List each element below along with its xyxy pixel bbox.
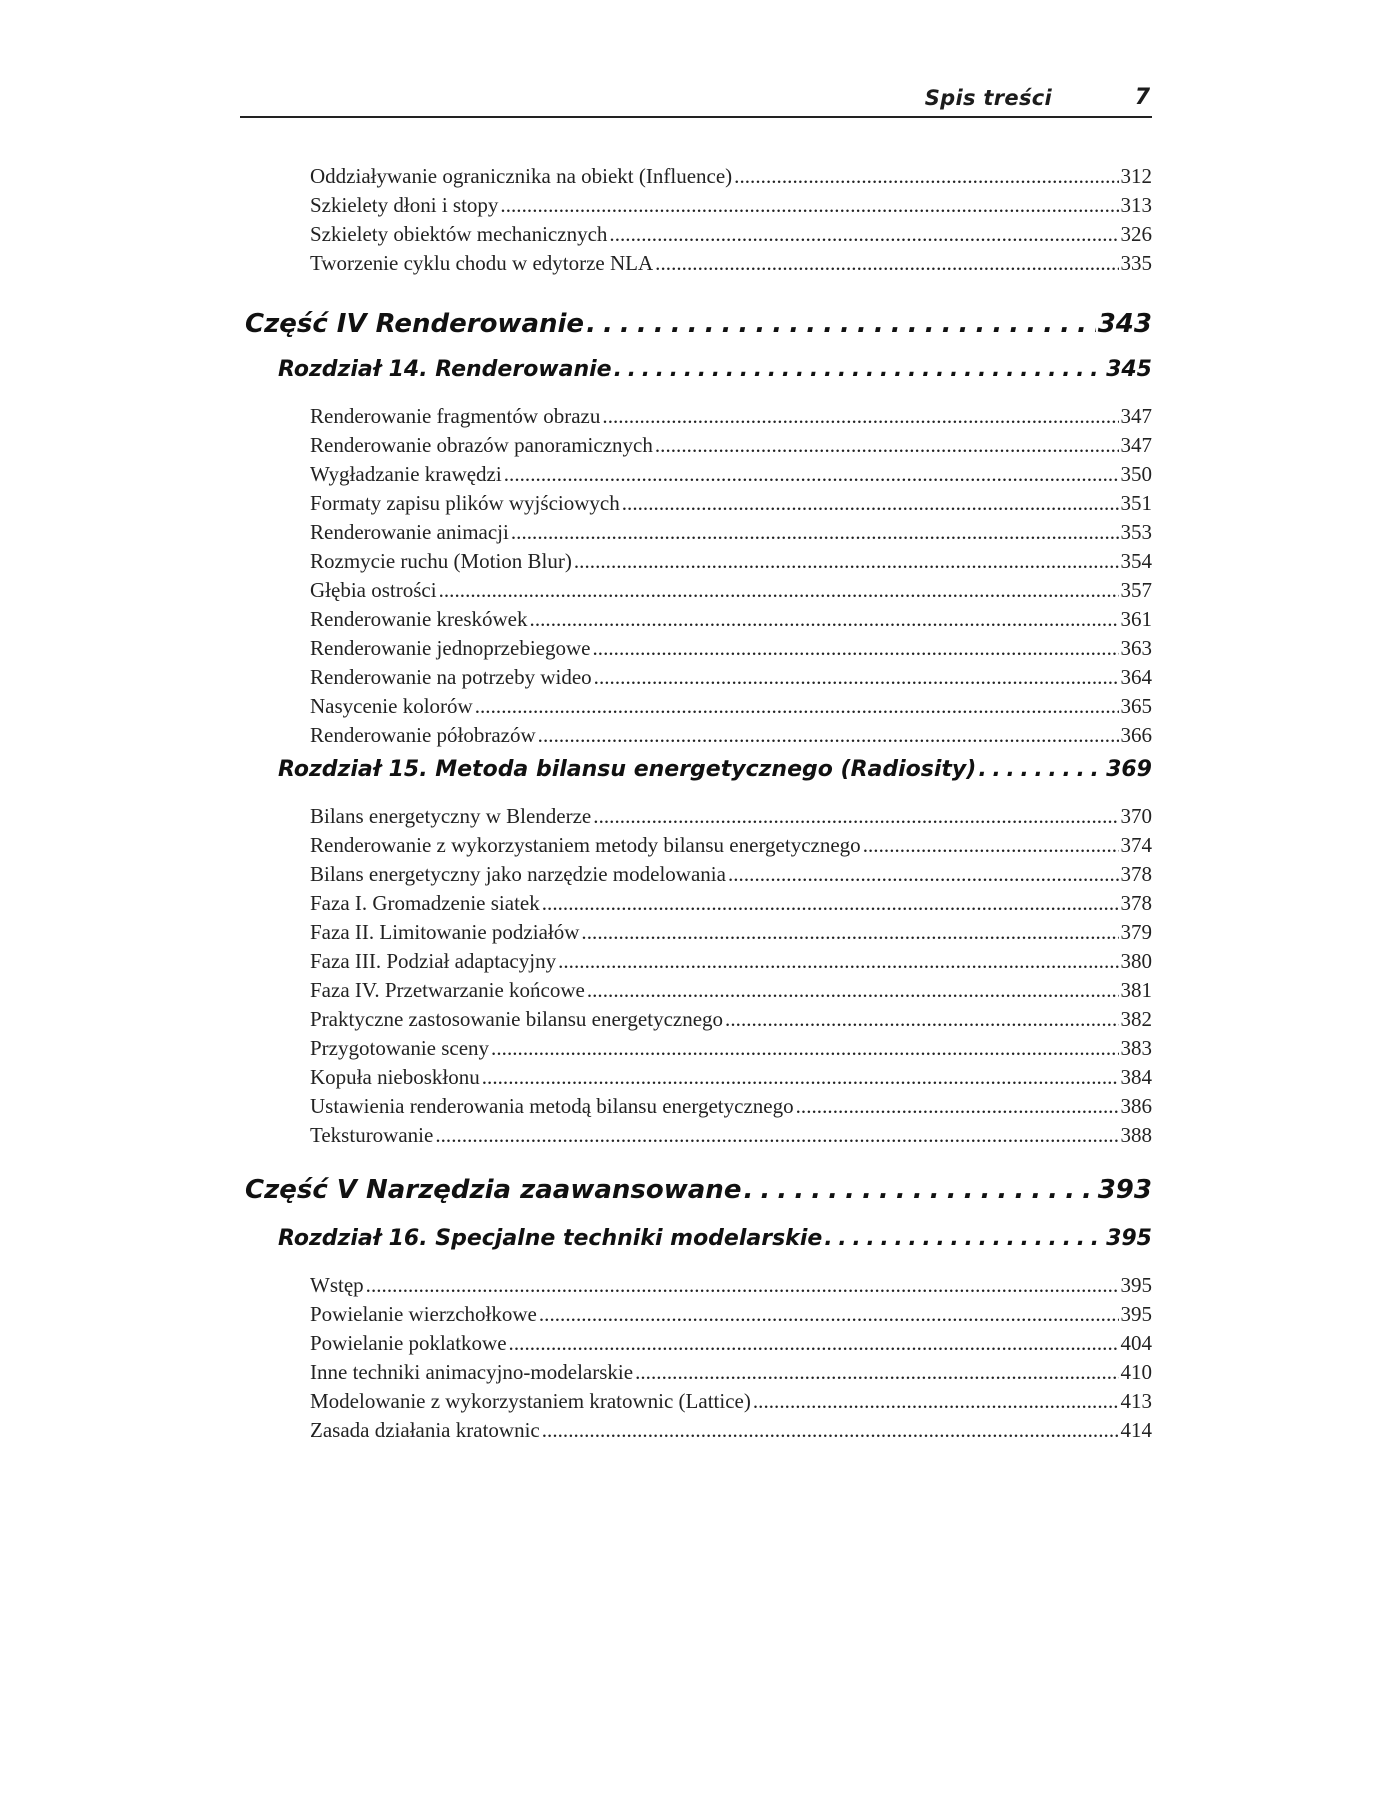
toc-entry-title: Renderowanie jednoprzebiegowe: [310, 636, 591, 660]
toc-entry-page: 365: [1120, 694, 1152, 718]
toc-entry-title: Rozdział 14. Renderowanie: [278, 357, 612, 382]
toc-entry-page: 345: [1106, 357, 1152, 382]
toc-section-entry: [310, 949, 1152, 977]
toc-section-entry: [310, 804, 1152, 832]
toc-section-entry: [310, 694, 1152, 722]
toc-entry-title: Faza III. Podział adaptacyjny: [310, 949, 557, 973]
toc-entry-page: 393: [1097, 1175, 1152, 1205]
toc-dot-leader: [635, 1360, 1118, 1385]
toc-dot-leader: [593, 804, 1118, 829]
toc-entry-title: Faza I. Gromadzenie siatek: [310, 891, 540, 915]
toc-entry-title: Tworzenie cyklu chodu w edytorze NLA: [310, 251, 654, 275]
toc-entry-title: Wstęp: [310, 1273, 364, 1297]
toc-entry-page: 395: [1120, 1302, 1152, 1326]
toc-entry-title: Wygładzanie krawędzi: [310, 462, 502, 486]
toc-entry-page: 410: [1120, 1360, 1152, 1384]
toc-dot-leader: [500, 193, 1118, 218]
toc-entry-page: 369: [1106, 757, 1152, 782]
toc-section-entry: [310, 1007, 1152, 1035]
toc-entry-page: 380: [1120, 949, 1152, 973]
toc-dot-leader: [978, 757, 1104, 782]
toc-entry-page: 335: [1120, 251, 1152, 275]
toc-entry-title: Modelowanie z wykorzystaniem kratownic (Lattice): [310, 1389, 751, 1413]
toc-entry-page: 354: [1120, 549, 1152, 573]
toc-dot-leader: [542, 891, 1119, 916]
toc-entry-title: Powielanie poklatkowe: [310, 1331, 507, 1355]
toc-section-entry: [310, 222, 1152, 250]
toc-section-entry: [310, 1360, 1152, 1388]
toc-dot-leader: [511, 520, 1119, 545]
toc-chapter-entry: [278, 1226, 1152, 1258]
toc-entry-title: Renderowanie fragmentów obrazu: [310, 404, 601, 428]
toc-dot-leader: [602, 404, 1118, 429]
toc-entry-title: Nasycenie kolorów: [310, 694, 473, 718]
toc-dot-leader: [592, 636, 1118, 661]
toc-entry-page: 379: [1120, 920, 1152, 944]
toc-entry-page: 343: [1097, 309, 1152, 339]
toc-section-entry: [310, 404, 1152, 432]
toc-entry-page: 378: [1120, 862, 1152, 886]
toc-dot-leader: [491, 1036, 1118, 1061]
toc-entry-title: Głębia ostrości: [310, 578, 437, 602]
toc-entry-page: 361: [1120, 607, 1152, 631]
toc-entry-title: Praktyczne zastosowanie bilansu energetycznego: [310, 1007, 724, 1031]
toc-dot-leader: [581, 920, 1118, 945]
toc-entry-page: 357: [1120, 578, 1152, 602]
toc-section-entry: [310, 1094, 1152, 1122]
toc-entry-page: 374: [1120, 833, 1152, 857]
toc-entry-page: 414: [1120, 1418, 1152, 1442]
toc-dot-leader: [439, 578, 1119, 603]
toc-dot-leader: [863, 833, 1119, 858]
toc-section-entry: [310, 520, 1152, 548]
toc-entry-page: 378: [1120, 891, 1152, 915]
toc-entry-title: Rozdział 16. Specjalne techniki modelarskie: [278, 1226, 823, 1251]
toc-section-entry: [310, 462, 1152, 490]
toc-section-entry: [310, 1036, 1152, 1064]
toc-entry-page: 395: [1120, 1273, 1152, 1297]
toc-dot-leader: [622, 491, 1119, 516]
toc-dot-leader: [435, 1123, 1118, 1148]
toc-dot-leader: [743, 1175, 1095, 1205]
toc-entry-page: 388: [1120, 1123, 1152, 1147]
toc-dot-leader: [538, 723, 1119, 748]
toc-entry-title: Część IV Renderowanie: [245, 309, 585, 339]
toc-dot-leader: [509, 1331, 1119, 1356]
toc-section-entry: [310, 1418, 1152, 1446]
toc-section-entry: [310, 433, 1152, 461]
toc-entry-title: Rozmycie ruchu (Motion Blur): [310, 549, 572, 573]
toc-entry-title: Faza II. Limitowanie podziałów: [310, 920, 580, 944]
toc-part-entry: [245, 1175, 1152, 1211]
toc-entry-page: 364: [1120, 665, 1152, 689]
toc-entry-page: 363: [1120, 636, 1152, 660]
toc-entry-title: Renderowanie na potrzeby wideo: [310, 665, 592, 689]
toc-section-entry: [310, 193, 1152, 221]
toc-chapter-entry: [278, 757, 1152, 789]
running-head-title: Spis treści: [924, 86, 1052, 110]
toc-entry-page: 351: [1120, 491, 1152, 515]
toc-chapter-entry: [278, 357, 1152, 389]
toc-entry-title: Renderowanie z wykorzystaniem metody bilansu energetycznego: [310, 833, 861, 857]
toc-section-entry: [310, 1389, 1152, 1417]
toc-entry-title: Bilans energetyczny jako narzędzie modelowania: [310, 862, 726, 886]
toc-entry-page: 350: [1120, 462, 1152, 486]
toc-dot-leader: [796, 1094, 1119, 1119]
toc-section-entry: [310, 833, 1152, 861]
toc-entry-title: Część V Narzędzia zaawansowane: [245, 1175, 742, 1205]
toc-dot-leader: [725, 1007, 1118, 1032]
toc-entry-title: Ustawienia renderowania metodą bilansu energetycznego: [310, 1094, 794, 1118]
toc-section-entry: [310, 1065, 1152, 1093]
toc-entry-title: Rozdział 15. Metoda bilansu energetycznego (Radiosity): [278, 757, 977, 782]
toc-section-entry: [310, 1123, 1152, 1151]
toc-entry-page: 381: [1120, 978, 1152, 1002]
toc-dot-leader: [594, 665, 1119, 690]
toc-section-entry: [310, 636, 1152, 664]
toc-section-entry: [310, 549, 1152, 577]
toc-part-entry: [245, 309, 1152, 345]
toc-entry-title: Przygotowanie sceny: [310, 1036, 490, 1060]
toc-dot-leader: [609, 222, 1118, 247]
toc-entry-title: Renderowanie kreskówek: [310, 607, 528, 631]
toc-section-entry: [310, 978, 1152, 1006]
toc-section-entry: [310, 607, 1152, 635]
toc-section-entry: [310, 491, 1152, 519]
toc-dot-leader: [655, 251, 1118, 276]
toc-dot-leader: [542, 1418, 1119, 1443]
toc-entry-page: 353: [1120, 520, 1152, 544]
toc-dot-leader: [539, 1302, 1119, 1327]
toc-entry-title: Zasada działania kratownic: [310, 1418, 540, 1442]
toc-entry-title: Bilans energetyczny w Blenderze: [310, 804, 592, 828]
toc-section-entry: [310, 665, 1152, 693]
toc-entry-title: Szkielety dłoni i stopy: [310, 193, 499, 217]
toc-entry-page: 384: [1120, 1065, 1152, 1089]
toc-section-entry: [310, 164, 1152, 192]
toc-dot-leader: [587, 978, 1119, 1003]
toc-entry-page: 347: [1120, 433, 1152, 457]
toc-dot-leader: [753, 1389, 1119, 1414]
toc-entry-title: Oddziaływanie ogranicznika na obiekt (Influence): [310, 164, 733, 188]
toc-entry-page: 413: [1120, 1389, 1152, 1413]
toc-dot-leader: [734, 164, 1118, 189]
toc-dot-leader: [504, 462, 1119, 487]
toc-section-entry: [310, 1273, 1152, 1301]
toc-dot-leader: [824, 1226, 1104, 1251]
toc-section-entry: [310, 251, 1152, 279]
toc-section-entry: [310, 1331, 1152, 1359]
toc-dot-leader: [655, 433, 1119, 458]
toc-dot-leader: [482, 1065, 1119, 1090]
toc-dot-leader: [558, 949, 1118, 974]
toc-entry-page: 370: [1120, 804, 1152, 828]
toc-entry-title: Teksturowanie: [310, 1123, 434, 1147]
toc-entry-title: Powielanie wierzchołkowe: [310, 1302, 537, 1326]
toc-section-entry: [310, 578, 1152, 606]
toc-section-entry: [310, 723, 1152, 751]
toc-dot-leader: [586, 309, 1096, 339]
toc-dot-leader: [728, 862, 1119, 887]
toc-section-entry: [310, 891, 1152, 919]
toc-section-entry: [310, 1302, 1152, 1330]
page-number: 7: [1134, 85, 1150, 110]
toc-entry-title: Szkielety obiektów mechanicznych: [310, 222, 608, 246]
toc-entry-page: 347: [1120, 404, 1152, 428]
toc-entry-title: Formaty zapisu plików wyjściowych: [310, 491, 620, 515]
toc-entry-page: 383: [1120, 1036, 1152, 1060]
toc-entry-page: 395: [1106, 1226, 1152, 1251]
toc-dot-leader: [614, 357, 1104, 382]
toc-entry-title: Renderowanie półobrazów: [310, 723, 536, 747]
toc-entry-title: Renderowanie obrazów panoramicznych: [310, 433, 653, 457]
toc-dot-leader: [475, 694, 1119, 719]
toc-entry-page: 312: [1120, 164, 1152, 188]
toc-entry-page: 382: [1120, 1007, 1152, 1031]
toc-entry-page: 313: [1120, 193, 1152, 217]
toc-dot-leader: [530, 607, 1119, 632]
toc-dot-leader: [574, 549, 1119, 574]
toc-entry-title: Renderowanie animacji: [310, 520, 509, 544]
toc-entry-title: Inne techniki animacyjno-modelarskie: [310, 1360, 634, 1384]
toc-entry-page: 366: [1120, 723, 1152, 747]
toc-entry-page: 404: [1120, 1331, 1152, 1355]
toc-entry-title: Faza IV. Przetwarzanie końcowe: [310, 978, 585, 1002]
toc-section-entry: [310, 862, 1152, 890]
running-head: [240, 80, 1152, 118]
toc-entry-page: 326: [1120, 222, 1152, 246]
toc-section-entry: [310, 920, 1152, 948]
toc-entry-title: Kopuła nieboskłonu: [310, 1065, 480, 1089]
toc-dot-leader: [366, 1273, 1119, 1298]
toc-entry-page: 386: [1120, 1094, 1152, 1118]
